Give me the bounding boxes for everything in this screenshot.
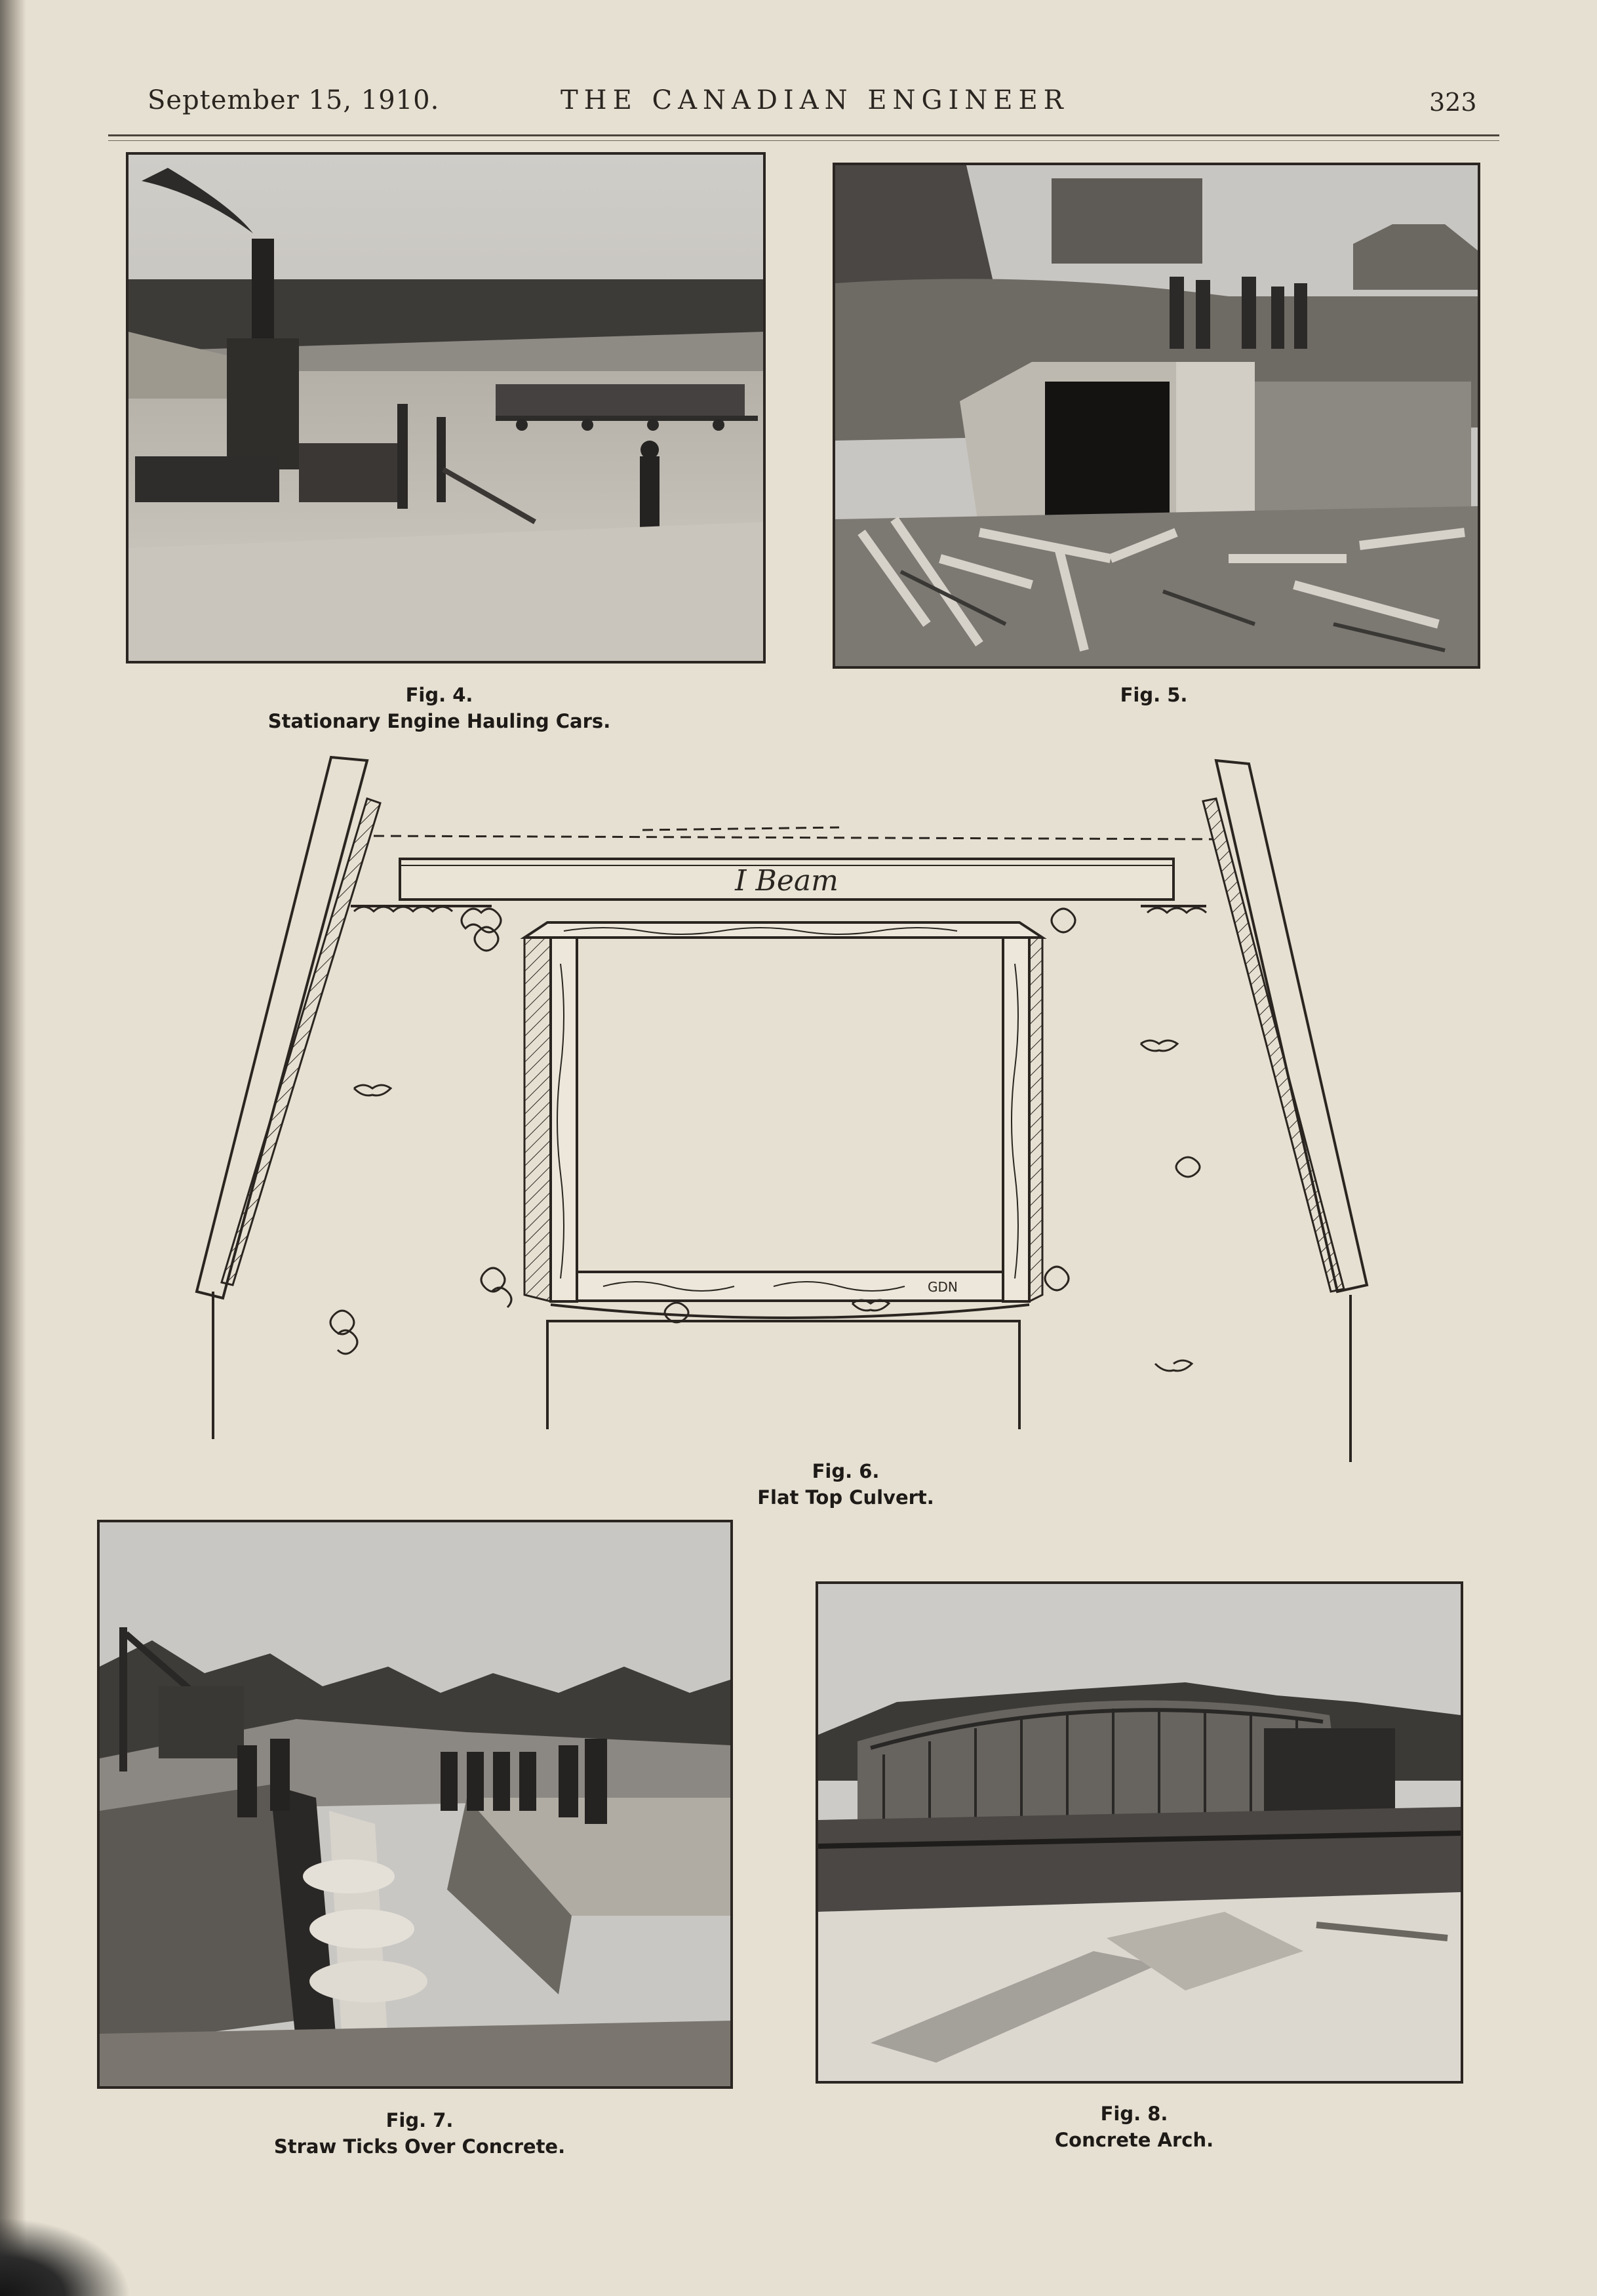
fig-7-caption [197,2107,642,2160]
draftsman-initials: GDN [928,1279,958,1295]
page-number: 323 [1429,88,1477,117]
journal-title: THE CANADIAN ENGINEER [561,85,1069,115]
page-header [0,85,1597,131]
i-beam-label: I Beam [735,864,838,898]
fig-7-title: Straw Ticks Over Concrete. [273,2135,566,2158]
left-bank-timber [197,757,380,1298]
fig-4-title: Stationary Engine Hauling Cars. [267,710,611,732]
fig-6-caption [649,1458,1042,1511]
fig-8-photo [816,1581,1463,2084]
right-bank-timber [1203,761,1367,1292]
culvert-right-wall [1003,938,1042,1301]
fig-8-title: Concrete Arch. [1054,2129,1214,2151]
fig-7-photo [97,1520,733,2089]
fig-6-culvert-diagram [184,741,1416,1475]
fig-6-title: Flat Top Culvert. [757,1486,934,1509]
header-rule-thin [108,140,1499,141]
fig-6-number: Fig. 6. [812,1460,880,1482]
fig-5-number: Fig. 5. [1120,684,1188,706]
fig-5-caption [1023,682,1285,708]
fig-4-photo [126,152,766,663]
grade-line [374,836,1213,839]
fig-7-number: Fig. 7. [385,2109,454,2131]
fig-5-photo [833,163,1480,669]
i-beam [400,859,1173,900]
header-rule [108,134,1499,136]
fig-8-number: Fig. 8. [1100,2103,1168,2125]
fig-8-caption [937,2101,1331,2153]
culvert-top-slab [524,922,1042,938]
culvert-left-wall [524,938,577,1301]
page-binding-shadow [0,0,26,2296]
fig-4-number: Fig. 4. [405,684,473,706]
page-corner-shadow [0,2217,131,2296]
fig-4-caption [229,682,649,734]
issue-date: September 15, 1910. [148,85,440,115]
footing-outline [547,1321,1019,1429]
